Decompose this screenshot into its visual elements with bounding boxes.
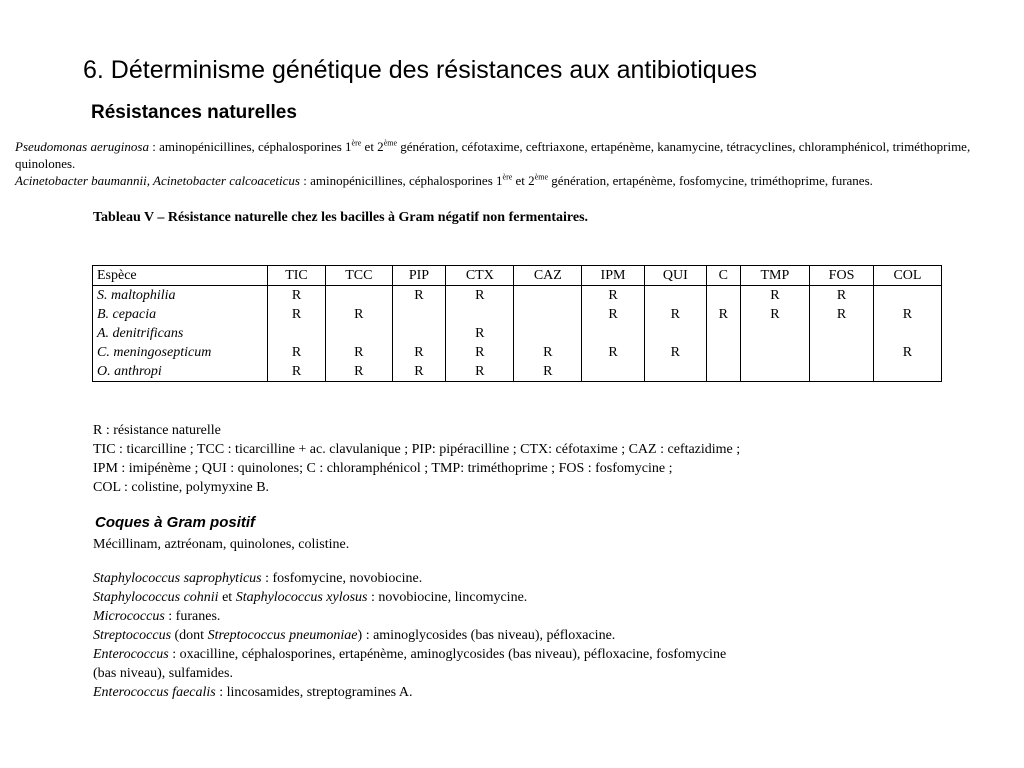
resistance-cell: R — [392, 343, 446, 362]
resistance-cell: R — [268, 305, 326, 324]
list-item — [93, 683, 733, 702]
organism-name: Enterococcus — [93, 647, 169, 662]
resistance-cell — [740, 324, 809, 343]
resistance-cell — [514, 324, 582, 343]
resistance-cell — [706, 286, 740, 306]
resistance-cell: R — [268, 362, 326, 382]
resistance-cell — [810, 324, 874, 343]
resistance-cell: R — [582, 286, 644, 306]
superscript: ème — [383, 138, 398, 148]
species-cell: S. maltophilia — [93, 286, 268, 306]
resistance-cell: R — [582, 343, 644, 362]
resistance-cell — [514, 286, 582, 306]
item-text: ) : aminoglycosides (bas niveau), péfloxacine. — [357, 628, 616, 643]
resistance-cell: R — [582, 305, 644, 324]
column-header: TMP — [740, 266, 809, 286]
column-header: FOS — [810, 266, 874, 286]
note-text: aminopénicillines, céphalosporines 1 — [310, 173, 503, 188]
note-text: et 2 — [512, 173, 535, 188]
resistance-cell: R — [326, 343, 393, 362]
resistance-cell — [740, 362, 809, 382]
superscript: ère — [502, 172, 513, 182]
item-text: : oxacilline, céphalosporines, ertapénème, aminoglycosides (bas niveau), péfloxacine, fosfomycine (bas niveau), sulfamides. — [93, 647, 727, 681]
column-header: IPM — [582, 266, 644, 286]
table-row — [93, 305, 942, 324]
resistance-cell: R — [446, 362, 514, 382]
item-text: : lincosamides, streptogramines A. — [215, 685, 413, 700]
resistance-cell: R — [810, 286, 874, 306]
resistance-cell: R — [268, 343, 326, 362]
legend-line: TIC : ticarcilline ; TCC : ticarcilline + ac. clavulanique ; PIP: pipéracilline ; CTX: céfotaxime ; CAZ : ceftazidime ; — [93, 442, 741, 457]
resistance-cell: R — [446, 324, 514, 343]
list-item — [93, 569, 733, 588]
resistance-cell: R — [644, 305, 706, 324]
legend — [93, 421, 740, 497]
item-text: (dont — [171, 628, 208, 643]
resistance-cell — [873, 324, 941, 343]
superscript: ère — [351, 138, 362, 148]
column-header: C — [706, 266, 740, 286]
conjunction: et — [218, 590, 236, 605]
organism-name: Streptococcus — [93, 628, 172, 643]
resistance-cell: R — [740, 286, 809, 306]
resistance-cell — [873, 362, 941, 382]
column-header: Espèce — [93, 266, 268, 286]
organism-name: Staphylococcus xylosus — [235, 590, 368, 605]
list-item — [93, 626, 733, 645]
resistance-cell — [644, 286, 706, 306]
resistance-cell — [326, 286, 393, 306]
note-text: aminopénicillines, céphalosporines 1 — [159, 139, 352, 154]
resistance-cell: R — [740, 305, 809, 324]
resistance-cell — [326, 324, 393, 343]
resistance-cell — [706, 362, 740, 382]
table-row — [93, 343, 942, 362]
organism-name: Streptococcus pneumoniae — [207, 628, 358, 643]
resistance-cell — [810, 343, 874, 362]
resistance-cell — [644, 324, 706, 343]
column-header: COL — [873, 266, 941, 286]
species-cell: C. meningosepticum — [93, 343, 268, 362]
resistance-cell: R — [446, 286, 514, 306]
resistance-cell: R — [392, 362, 446, 382]
resistance-cell — [644, 362, 706, 382]
column-header: CTX — [446, 266, 514, 286]
resistance-cell — [582, 362, 644, 382]
list-item — [93, 588, 733, 607]
legend-line: IPM : imipénème ; QUI : quinolones; C : chloramphénicol ; TMP: triméthoprime ; FOS : fosfomycine ; — [93, 461, 673, 476]
resistance-cell: R — [392, 286, 446, 306]
legend-line: COL : colistine, polymyxine B. — [93, 480, 270, 495]
organism-name: Staphylococcus saprophyticus — [93, 571, 262, 586]
table-row — [93, 324, 942, 343]
gram-positive-list — [93, 569, 733, 702]
organism-name: Pseudomonas aeruginosa — [15, 139, 149, 154]
item-text: : furanes. — [164, 609, 221, 624]
table-caption: Tableau V – Résistance naturelle chez les bacilles à Gram négatif non fermentaires. — [93, 210, 589, 225]
legend-line: R : résistance naturelle — [93, 423, 221, 438]
resistance-cell — [810, 362, 874, 382]
column-header: CAZ — [514, 266, 582, 286]
species-cell: O. anthropi — [93, 362, 268, 382]
resistance-cell — [873, 286, 941, 306]
species-cell: B. cepacia — [93, 305, 268, 324]
resistance-cell: R — [810, 305, 874, 324]
resistance-table — [92, 265, 942, 382]
organism-name: Micrococcus — [93, 609, 165, 624]
resistance-cell: R — [326, 305, 393, 324]
resistance-cell: R — [514, 362, 582, 382]
organism-name: Staphylococcus cohnii — [93, 590, 219, 605]
organism-name: Enterococcus faecalis — [93, 685, 216, 700]
column-header: PIP — [392, 266, 446, 286]
note-text: génération, céfotaxime, ceftriaxone, ertapénème, kanamycine, tétracyclines, chloramphénicol, triméthoprime, quinolones. — [15, 139, 971, 171]
table-row — [93, 362, 942, 382]
resistance-cell — [582, 324, 644, 343]
note-text: et 2 — [361, 139, 384, 154]
resistance-cell — [706, 324, 740, 343]
column-header: QUI — [644, 266, 706, 286]
table-body — [93, 286, 942, 382]
resistance-cell — [706, 343, 740, 362]
list-item — [93, 645, 733, 683]
note-pseudomonas — [15, 138, 1020, 172]
species-cell: A. denitrificans — [93, 324, 268, 343]
resistance-cell: R — [326, 362, 393, 382]
resistance-cell — [514, 305, 582, 324]
organism-name: Acinetobacter baumannii, Acinetobacter calcoaceticus — [15, 173, 300, 188]
resistance-cell — [392, 324, 446, 343]
column-header: TIC — [268, 266, 326, 286]
superscript: ème — [534, 172, 548, 182]
resistance-cell — [268, 324, 326, 343]
section-title: Résistances naturelles — [91, 102, 297, 123]
resistance-cell: R — [514, 343, 582, 362]
gram-positive-title: Coques à Gram positif — [95, 514, 256, 531]
resistance-cell: R — [873, 343, 941, 362]
table-header-row — [93, 266, 942, 286]
gram-positive-intro: Mécillinam, aztréonam, quinolones, colistine. — [93, 537, 350, 552]
resistance-cell: R — [268, 286, 326, 306]
resistance-cell — [740, 343, 809, 362]
item-text: : novobiocine, lincomycine. — [367, 590, 528, 605]
column-header: TCC — [326, 266, 393, 286]
slide-title: 6. Déterminisme génétique des résistances aux antibiotiques — [83, 56, 757, 84]
resistance-cell: R — [446, 343, 514, 362]
resistance-cell — [446, 305, 514, 324]
gram-negative-notes — [15, 138, 1020, 189]
table-row — [93, 286, 942, 306]
separator: : — [148, 139, 160, 154]
resistance-cell — [392, 305, 446, 324]
resistance-cell: R — [706, 305, 740, 324]
resistance-cell: R — [644, 343, 706, 362]
note-text: génération, ertapénème, fosfomycine, triméthoprime, furanes. — [548, 173, 873, 188]
separator: : — [299, 173, 311, 188]
note-acinetobacter — [15, 172, 1020, 189]
resistance-cell: R — [873, 305, 941, 324]
item-text: : fosfomycine, novobiocine. — [261, 571, 423, 586]
list-item — [93, 607, 733, 626]
